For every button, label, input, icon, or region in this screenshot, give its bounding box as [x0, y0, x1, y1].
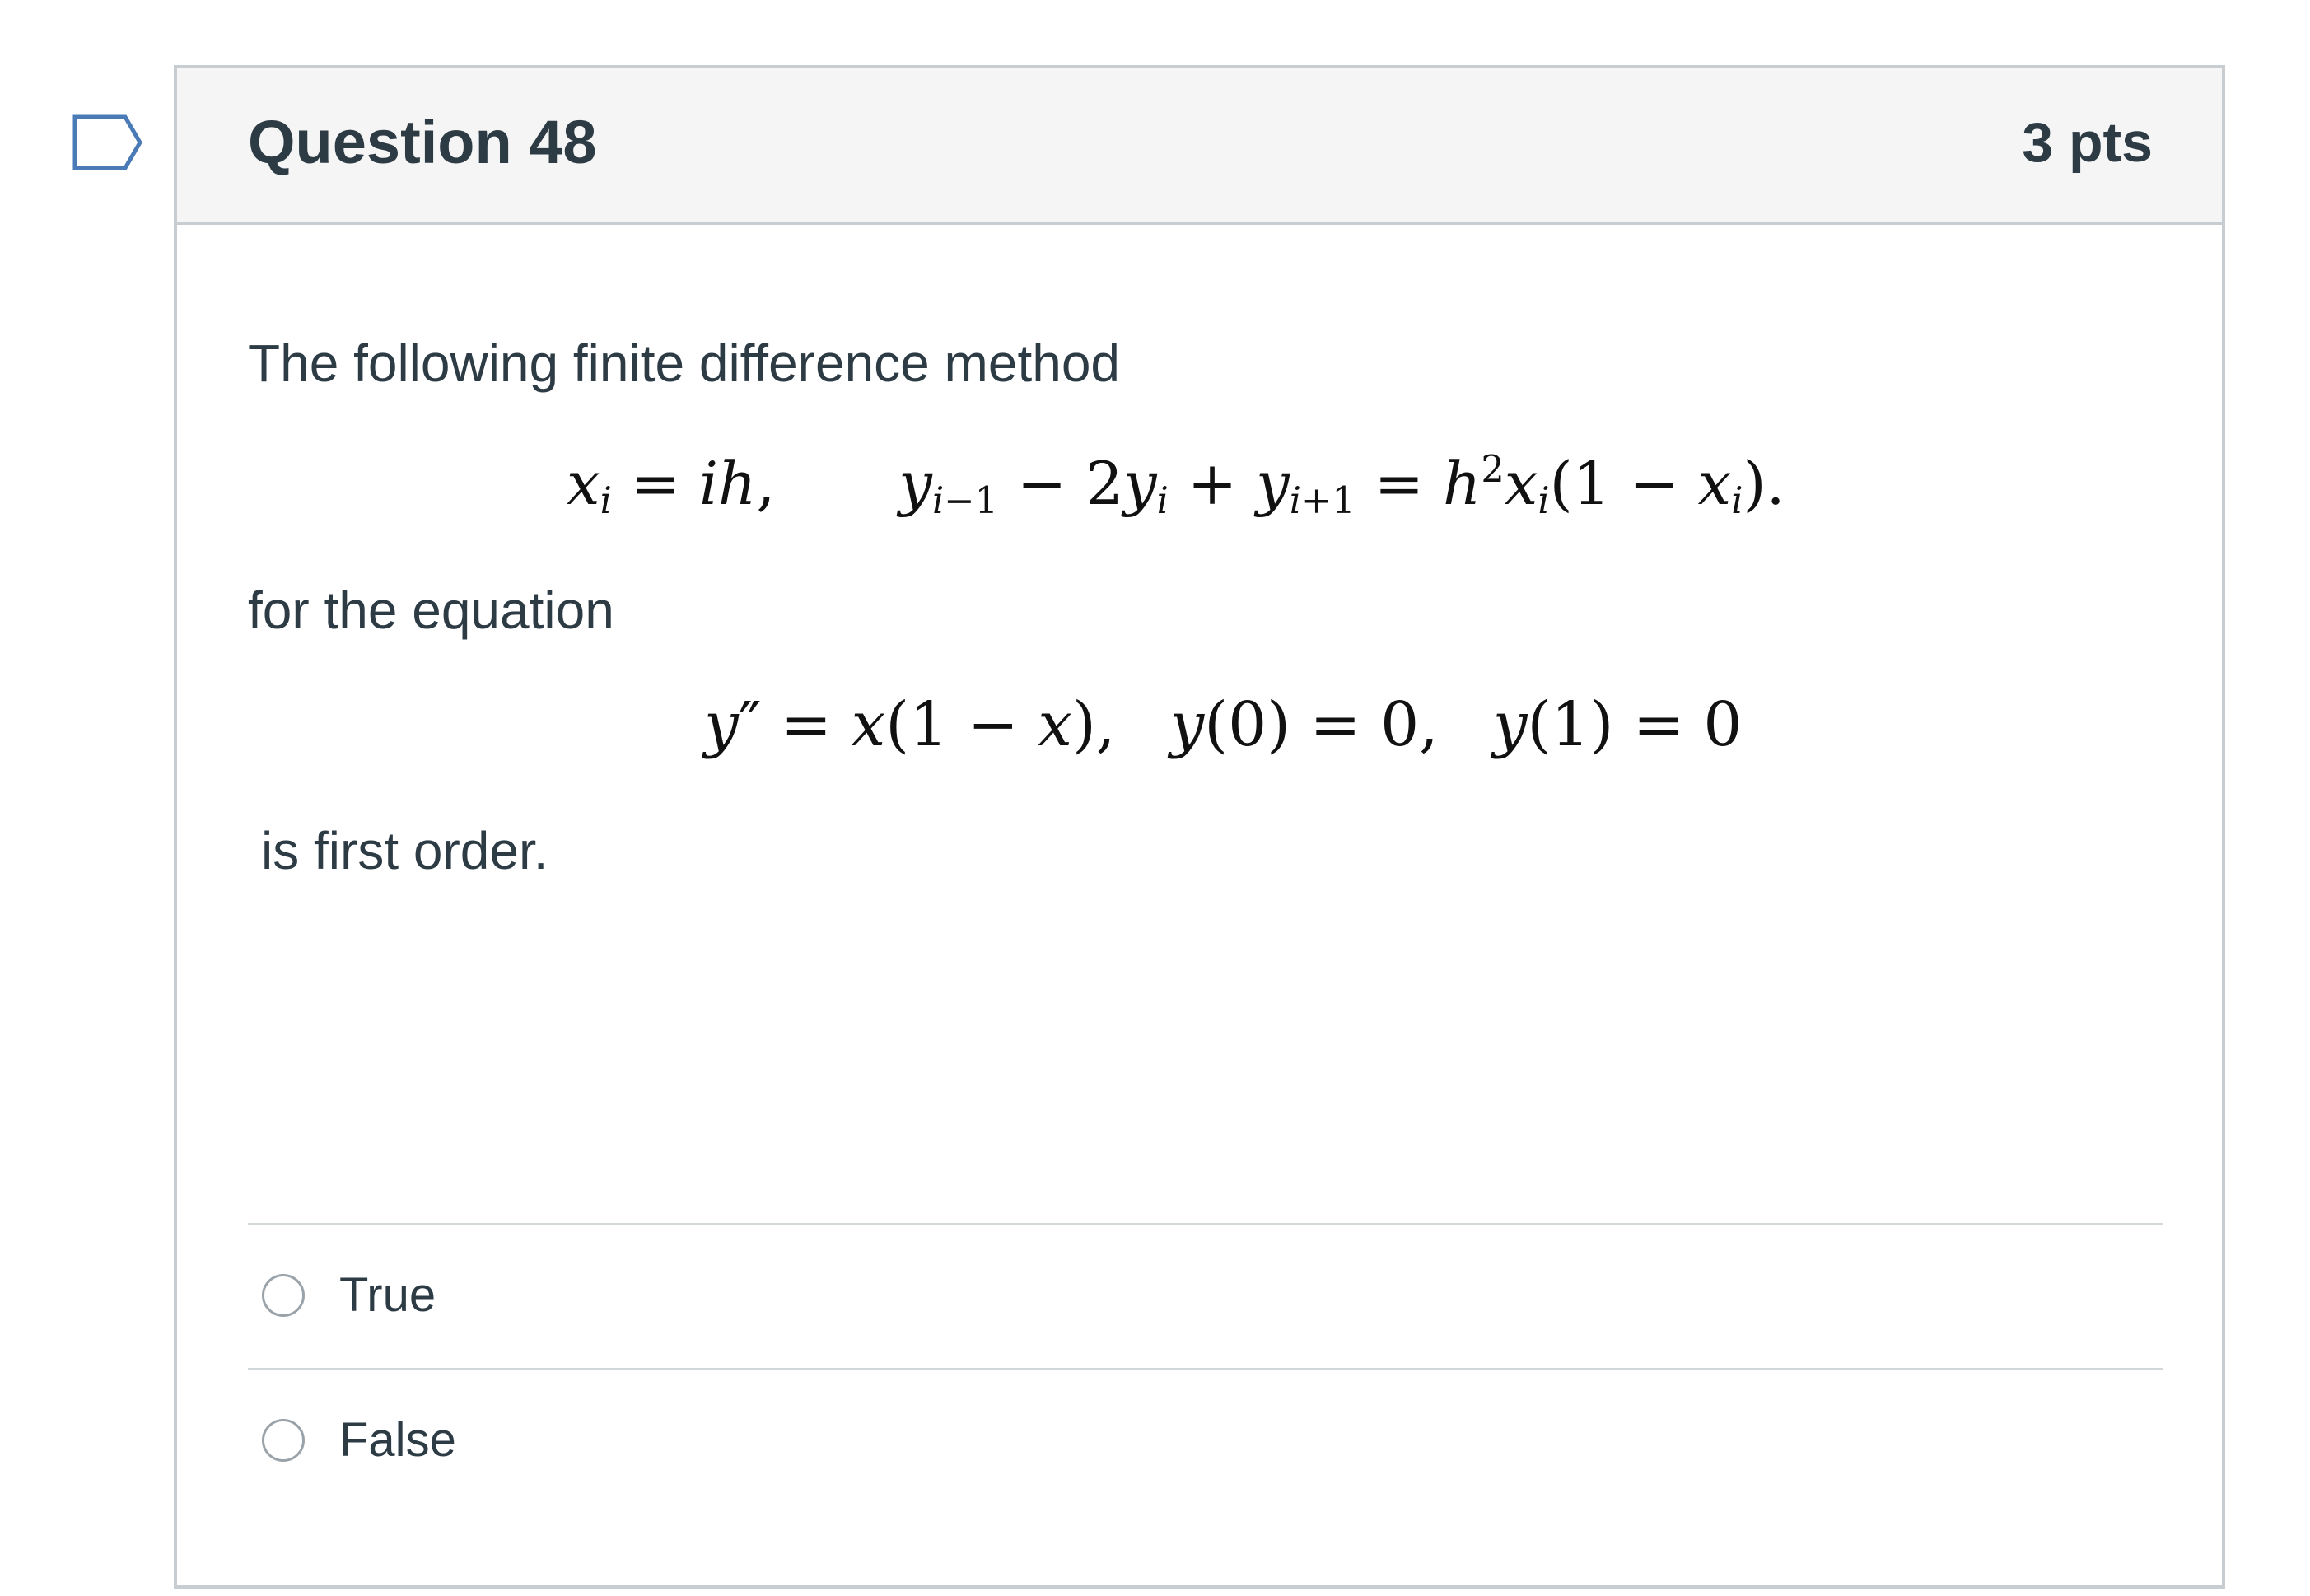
question-header	[177, 68, 2222, 225]
question-closing-text: is first order.	[261, 821, 548, 880]
answer-option-false[interactable]	[248, 1370, 2163, 1510]
question-intro-text: The following finite difference method	[248, 334, 1120, 393]
ode-equation: y″ = x(1 − x), y(0) = 0, y(1) = 0	[704, 689, 1743, 760]
finite-difference-scheme: $x_i$ = ih, $y_{i-1} - 2y_i + y_{i+1} = h^2x_i(1 - x_i)$.	[567, 448, 1785, 523]
question-points: 3 pts	[2022, 111, 2153, 174]
radio-true[interactable]	[262, 1274, 305, 1317]
radio-false[interactable]	[262, 1419, 305, 1462]
answer-label-false[interactable]: False	[339, 1413, 456, 1468]
question-card	[174, 65, 2225, 1589]
flag-question-icon[interactable]	[71, 113, 145, 172]
question-middle-text: for the equation	[248, 581, 614, 640]
question-title: Question 48	[248, 108, 597, 176]
answer-option-true[interactable]	[248, 1225, 2163, 1365]
answer-label-true[interactable]: True	[339, 1268, 436, 1323]
